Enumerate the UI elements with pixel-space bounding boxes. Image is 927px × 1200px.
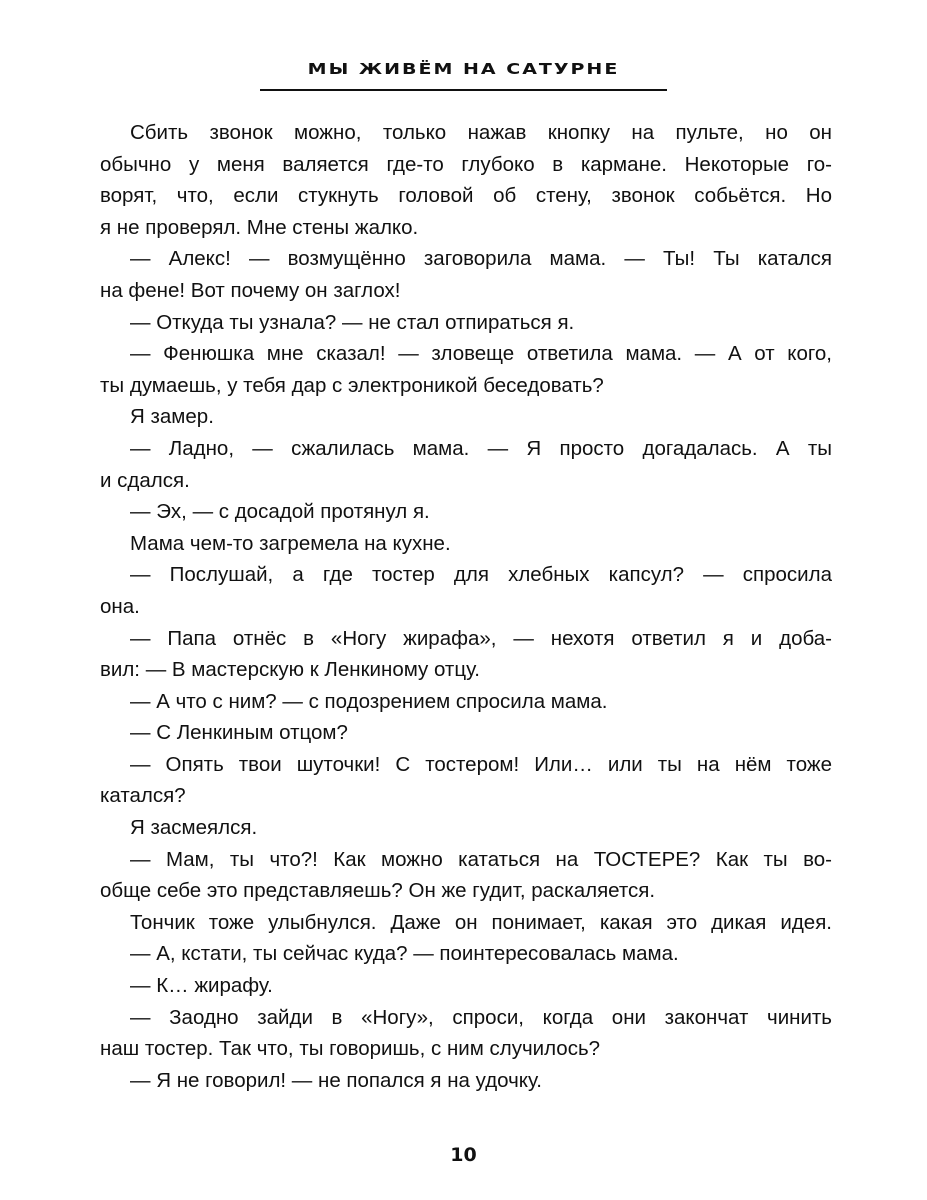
text-line: — Алекс! — возмущённо заговорила мама. — Ты! Ты катался [130,247,832,271]
text-line: Мама чем-то загремела на кухне. [130,531,451,555]
text-line: на фене! Вот почему он заглох! [100,278,401,302]
text-line: — Заодно зайди в «Ногу», спроси, когда они закончат чинить [130,1005,832,1029]
text-line: — Папа отнёс в «Ногу жирафа», — нехотя ответил я и доба- [130,626,832,650]
text-line: наш тостер. Так что, ты говоришь, с ним случилось? [100,1037,601,1061]
text-line: — А, кстати, ты сейчас куда? — поинтересовалась мама. [130,942,679,966]
text-line: катался? [100,784,186,808]
running-head: МЫ ЖИВЁМ НА САТУРНЕ [307,60,620,78]
text-line: и сдался. [100,468,190,492]
text-line: она. [100,594,140,618]
header-rule [260,89,667,91]
page-number: 10 [450,1144,477,1166]
text-line: — К… жирафу. [130,974,273,998]
text-line: ты думаешь, у тебя дар с электроникой беседовать? [100,373,604,397]
text-line: Сбить звонок можно, только нажав кнопку на пульте, но он [130,121,832,144]
text-line: — Откуда ты узнала? — не стал отпираться я. [130,310,575,334]
text-line: обще себе это представляешь? Он же гудит, раскаляется. [100,879,656,903]
text-line: — А что с ним? — с подозрением спросила мама. [130,689,608,713]
text-line: Я замер. [130,405,214,429]
body-text [100,117,832,1096]
text-line: — Ладно, — сжалилась мама. — Я просто догадалась. А ты [130,436,832,460]
text-line: — С Ленкиным отцом? [130,721,348,745]
text-line: Я засмеялся. [130,816,258,840]
text-line: — Я не говорил! — не попался я на удочку. [130,1068,542,1092]
text-line: ворят, что, если стукнуть головой об стену, звонок собьётся. Но [100,184,832,208]
text-line: — Послушай, а где тостер для хлебных капсул? — спросила [130,563,832,587]
text-line: — Мам, ты что?! Как можно кататься на ТОСТЕРЕ? Как ты во- [130,847,832,871]
text-line: обычно у меня валяется где-то глубоко в кармане. Некоторые го- [100,152,832,176]
text-line: — Фенюшка мне сказал! — зловеще ответила мама. — А от кого, [130,342,832,366]
text-line: Тончик тоже улыбнулся. Даже он понимает, какая это дикая идея. [130,910,832,934]
text-line: — Опять твои шуточки! С тостером! Или… или ты на нём тоже [130,752,832,776]
text-line: — Эх, — с досадой протянул я. [130,500,430,524]
text-line: вил: — В мастерскую к Ленкиному отцу. [100,658,480,682]
text-line: я не проверял. Мне стены жалко. [100,215,419,239]
